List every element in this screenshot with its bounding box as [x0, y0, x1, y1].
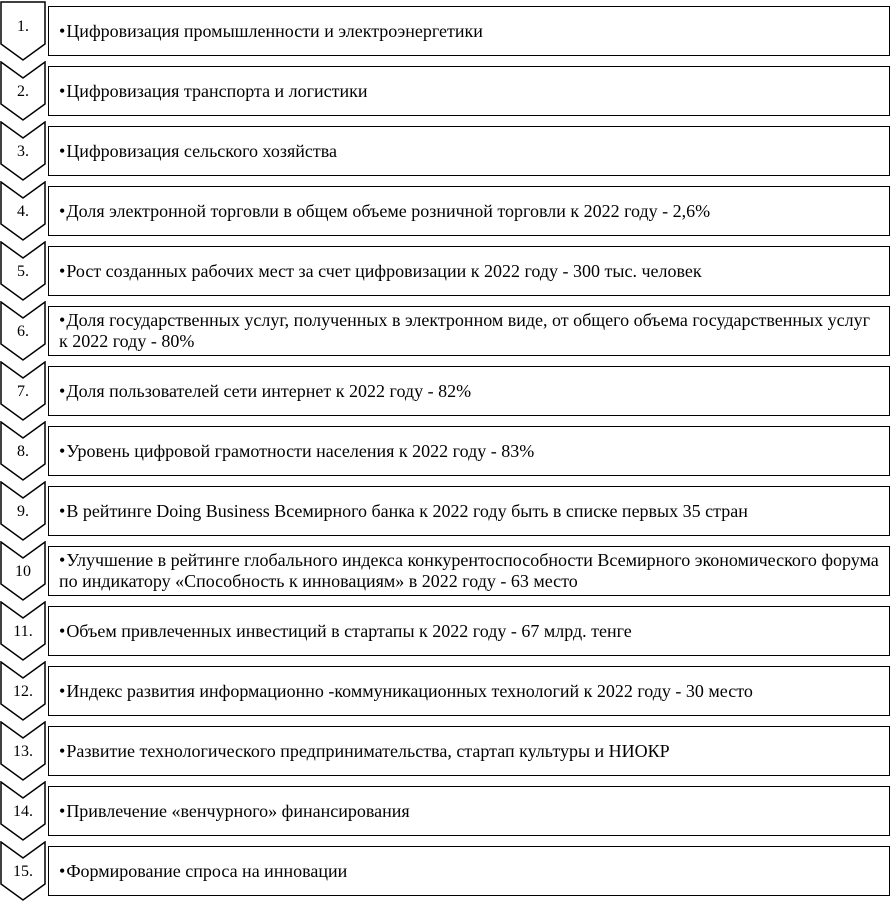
- step-arrow-shape: [0, 361, 46, 421]
- step-arrow-shape: [0, 601, 46, 661]
- item-box: [48, 726, 890, 776]
- item-text: Улучшение в рейтинге глобального индекса конкурентоспособности Всемирного экономического форума по индикатору «Способность к инновациям» в 2022 году - 63 место: [59, 550, 879, 591]
- item-box: [48, 426, 890, 476]
- step-arrow-shape: [0, 301, 46, 361]
- item-text: Объем привлеченных инвестиций в стартапы к 2022 году - 67 млрд. тенге: [66, 620, 632, 641]
- bullet: •: [59, 620, 66, 641]
- step-number: 6.: [17, 323, 29, 340]
- item-box: [48, 6, 890, 56]
- step-arrow-shape: [0, 181, 46, 241]
- list-item: [0, 61, 891, 121]
- item-box: [48, 846, 890, 896]
- step-number: 8.: [17, 443, 29, 460]
- bullet: •: [59, 500, 66, 521]
- bullet: •: [59, 740, 66, 761]
- step-arrow-shape: [0, 241, 46, 301]
- step-number: 7.: [17, 383, 29, 400]
- bullet: •: [59, 680, 66, 701]
- item-text: Индекс развития информационно -коммуникационных технологий к 2022 году - 30 место: [66, 680, 753, 701]
- step-arrow-shape: [0, 541, 46, 601]
- bullet: •: [59, 860, 66, 881]
- item-text: Доля пользователей сети интернет к 2022 году - 82%: [66, 380, 472, 401]
- step-number: 5.: [17, 263, 29, 280]
- step-number: 14.: [13, 803, 33, 820]
- list-item: [0, 1, 891, 61]
- step-number: 2.: [17, 83, 29, 100]
- item-text: Доля государственных услуг, полученных в электронном виде, от общего объема государственных услуг к 2022 году - 80%: [59, 310, 870, 351]
- step-number: 1.: [17, 18, 29, 35]
- bullet: •: [59, 200, 66, 221]
- bullet: •: [59, 550, 66, 571]
- step-arrow-shape: [0, 421, 46, 481]
- item-box: [48, 486, 890, 536]
- step-number: 15.: [13, 863, 33, 880]
- step-arrow-shape: [0, 781, 46, 841]
- bullet: •: [59, 800, 66, 821]
- item-box: [48, 366, 890, 416]
- list-item: [0, 361, 891, 421]
- item-box: [48, 246, 890, 296]
- item-text: Формирование спроса на инновации: [66, 860, 348, 881]
- item-text: Цифровизация промышленности и электроэнергетики: [66, 20, 483, 41]
- list-item: [0, 481, 891, 541]
- list-item: [0, 721, 891, 781]
- bullet: •: [59, 20, 66, 41]
- step-arrow-shape: [0, 121, 46, 181]
- list-item: [0, 181, 891, 241]
- bullet: •: [59, 140, 66, 161]
- item-box: [48, 186, 890, 236]
- bullet: •: [59, 380, 66, 401]
- step-number: 3.: [17, 143, 29, 160]
- step-arrow-shape: [0, 721, 46, 781]
- item-box: [48, 546, 890, 596]
- list-item: [0, 661, 891, 721]
- item-text: Цифровизация транспорта и логистики: [66, 80, 368, 101]
- item-text: В рейтинге Doing Business Всемирного банка к 2022 году быть в списке первых 35 стран: [66, 500, 748, 521]
- list-item: [0, 541, 891, 601]
- item-text: Доля электронной торговли в общем объеме розничной торговли к 2022 году - 2,6%: [66, 200, 711, 221]
- step-number: 11.: [13, 623, 33, 640]
- item-text: Развитие технологического предпринимательства, стартап культуры и НИОКР: [66, 740, 670, 761]
- step-number: 10: [15, 563, 31, 580]
- list-item: [0, 421, 891, 481]
- list-item: [0, 841, 891, 901]
- item-box: [48, 666, 890, 716]
- step-number: 4.: [17, 203, 29, 220]
- item-box: [48, 66, 890, 116]
- item-box: [48, 306, 890, 356]
- step-arrow-shape: [0, 661, 46, 721]
- bullet: •: [59, 80, 66, 101]
- bullet: •: [59, 440, 66, 461]
- item-text: Привлечение «венчурного» финансирования: [66, 800, 410, 821]
- step-number: 9.: [17, 503, 29, 520]
- bullet: •: [59, 260, 66, 281]
- step-arrow-shape: [0, 841, 46, 901]
- list-item: [0, 781, 891, 841]
- list-item: [0, 121, 891, 181]
- step-arrow-shape: [0, 61, 46, 121]
- step-number: 13.: [13, 743, 33, 760]
- step-arrow-shape: [0, 481, 46, 541]
- item-box: [48, 126, 890, 176]
- step-number: 12.: [13, 683, 33, 700]
- list-item: [0, 301, 891, 361]
- item-text: Рост созданных рабочих мест за счет цифровизации к 2022 году - 300 тыс. человек: [66, 260, 702, 281]
- item-text: Уровень цифровой грамотности населения к 2022 году - 83%: [66, 440, 535, 461]
- item-text: Цифровизация сельского хозяйства: [66, 140, 337, 161]
- list-item: [0, 241, 891, 301]
- item-box: [48, 606, 890, 656]
- step-arrow-shape: [0, 1, 46, 61]
- list-item: [0, 601, 891, 661]
- bullet: •: [59, 310, 66, 331]
- item-box: [48, 786, 890, 836]
